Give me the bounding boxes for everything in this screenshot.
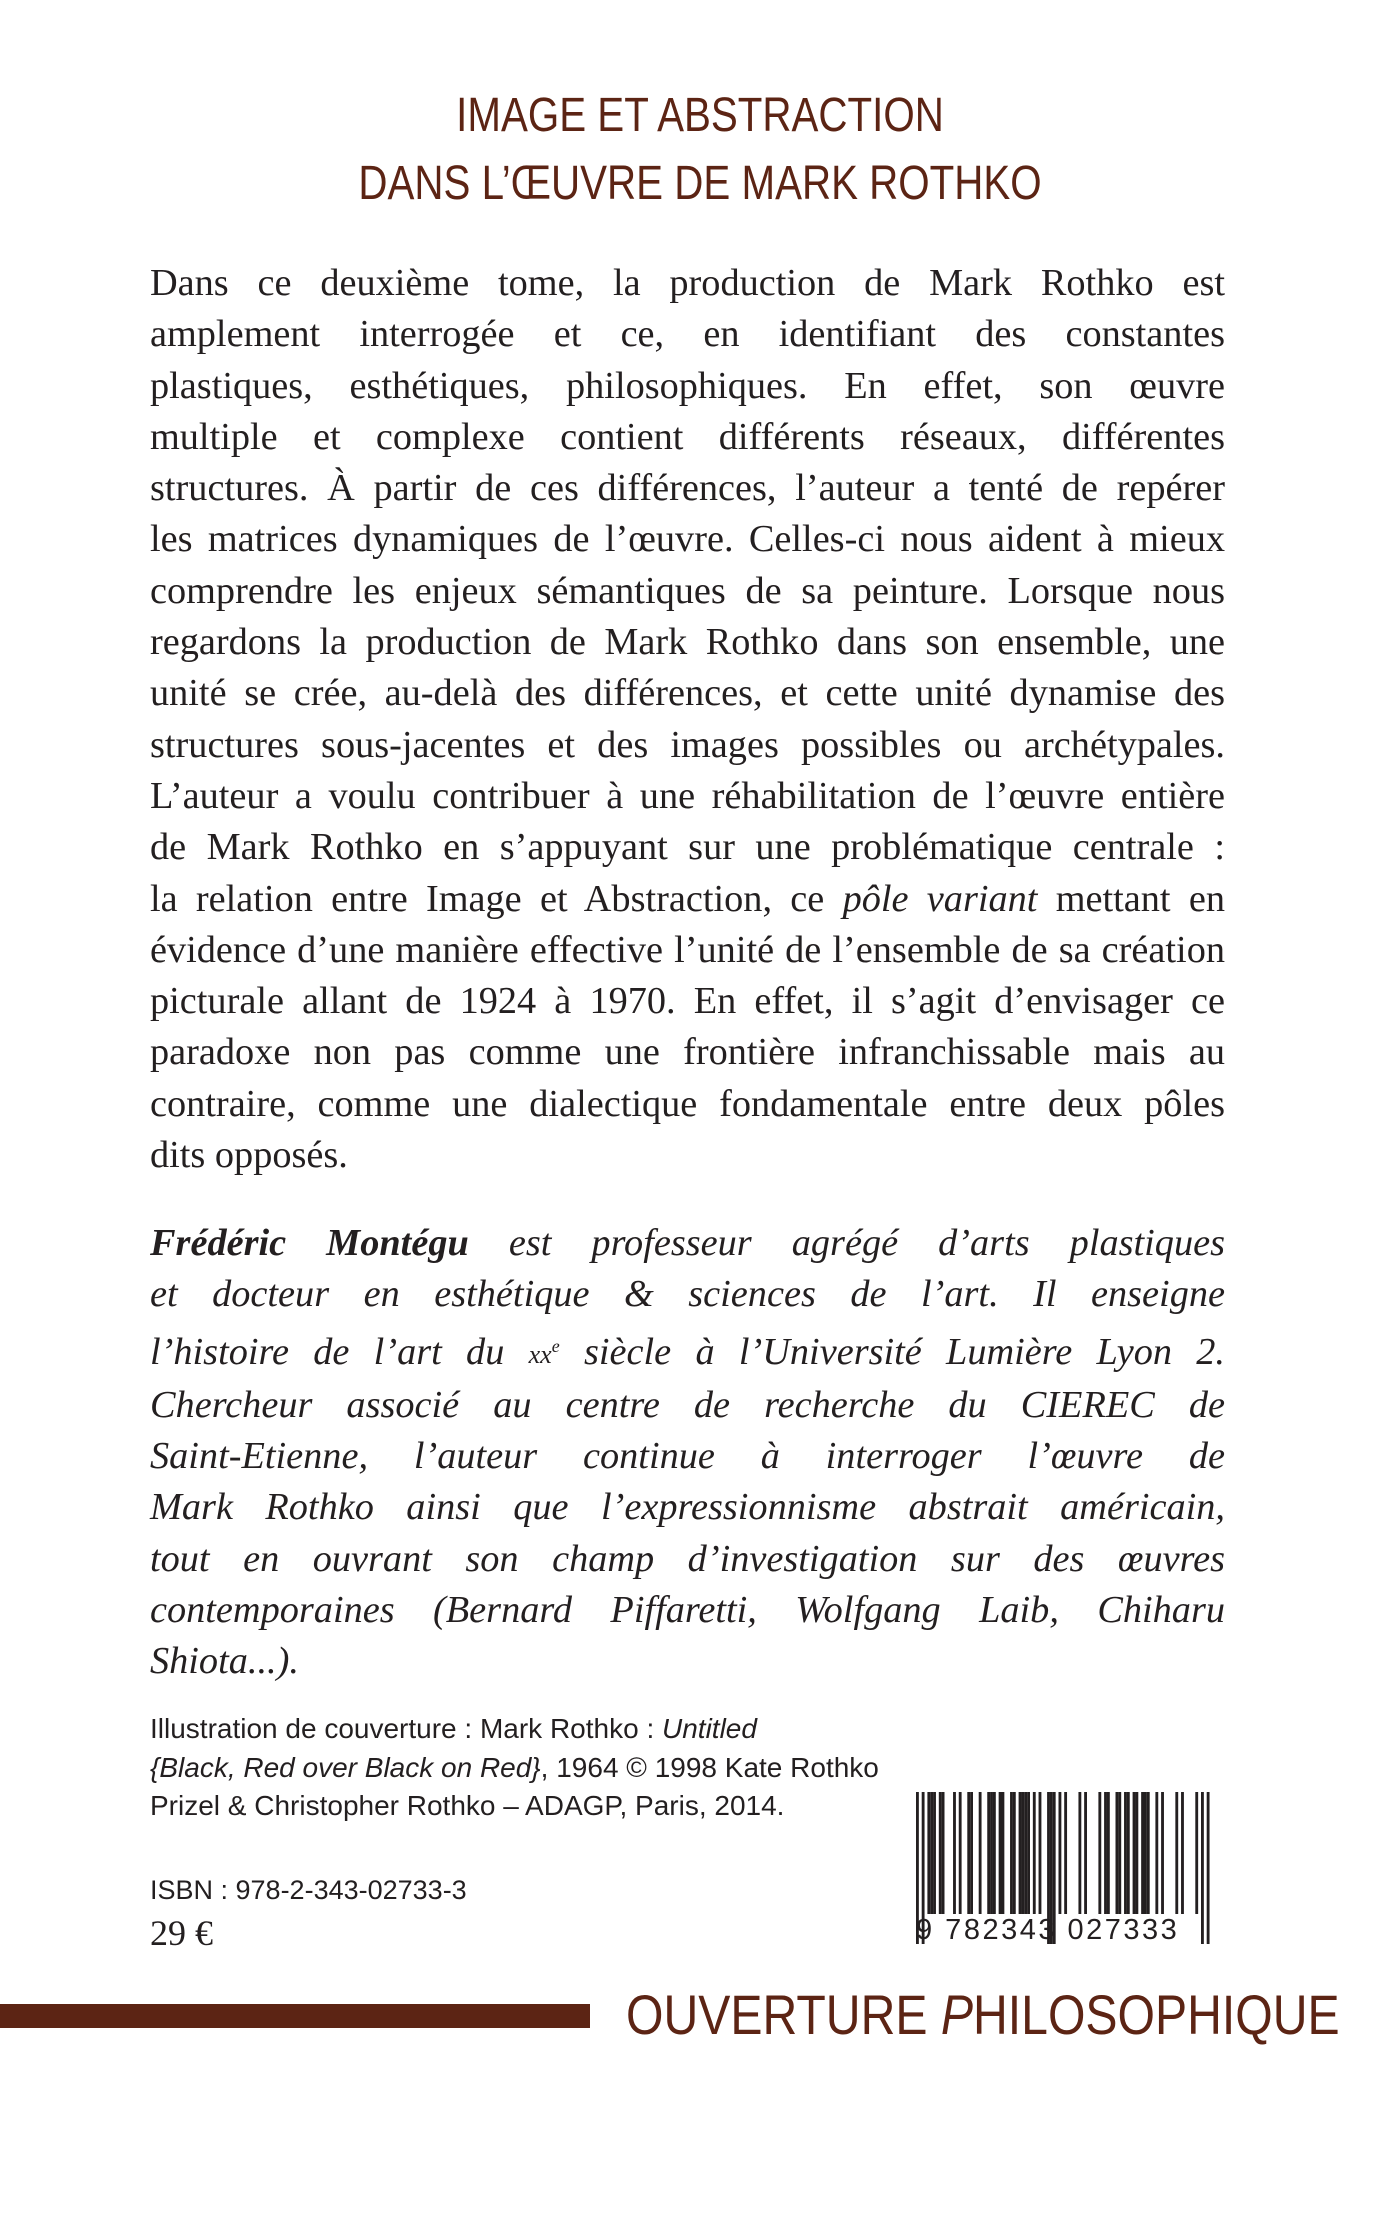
summary-line: regardons la production de Mark Rothko dans son ensemble, une [150, 621, 1225, 664]
barcode-bar [1175, 1792, 1178, 1914]
artwork-subtitle: {Black, Red over Black on Red} [150, 1751, 541, 1783]
barcode-bar [999, 1792, 1002, 1914]
barcode-bar [1010, 1792, 1013, 1914]
collection-color-bar [0, 2004, 590, 2028]
barcode-bar [1059, 1792, 1062, 1914]
bio-line: Chercheur associé au centre de recherche du CIEREC de [150, 1383, 1225, 1426]
book-title-line2: DANS L’ŒUVRE DE MARK ROTHKO [358, 157, 1042, 210]
summary-line: amplement interrogée et ce, en identifiant des constantes [150, 313, 1225, 356]
barcode-bar [1027, 1792, 1030, 1914]
barcode-bar [979, 1792, 982, 1914]
barcode-bar [1116, 1792, 1119, 1914]
bio-text: l’histoire de l’art du [150, 1330, 529, 1373]
bio-line: et docteur en esthétique & sciences de l’art. Il enseigne [150, 1273, 1225, 1316]
summary-line: dits opposés. [150, 1134, 348, 1177]
summary-line: structures sous-jacentes et des images possibles ou archétypales. [150, 723, 1225, 766]
barcode-bar [1104, 1792, 1107, 1914]
bio-line: Mark Rothko ainsi que l’expressionnisme abstrait américain, [150, 1486, 1225, 1529]
bio-line: Saint-Etienne, l’auteur continue à interroger l’œuvre de [150, 1435, 1225, 1478]
summary-line: comprendre les enjeux sémantiques de sa peinture. Lorsque nous [150, 569, 1225, 612]
collection-name-italic-letter: P [940, 1983, 974, 2046]
summary-line: plastiques, esthétiques, philosophiques. En effet, son œuvre [150, 364, 1225, 407]
summary-line: paradoxe non pas comme une frontière infranchissable mais au [150, 1031, 1225, 1074]
barcode-bar [1144, 1792, 1147, 1914]
barcode-digits: 9 782343 027333 [916, 1914, 1180, 1946]
bio-line: Shiota...). [150, 1640, 299, 1683]
summary-line: multiple et complexe contient différents réseaux, différentes [150, 415, 1225, 458]
barcode-bar [1181, 1792, 1184, 1914]
summary-line: Dans ce deuxième tome, la production de Mark Rothko est [150, 262, 1225, 304]
summary-line: picturale allant de 1924 à 1970. En effet, il s’agit d’envisager ce [150, 980, 1225, 1023]
barcode-bar [1124, 1792, 1127, 1914]
barcode-bar [1019, 1792, 1022, 1914]
barcode-bar [967, 1792, 970, 1914]
credit-line: Prizel & Christopher Rothko – ADAGP, Paris, 2014. [150, 1790, 785, 1821]
author-name: Frédéric Montégu [150, 1222, 469, 1264]
barcode-bar [1161, 1792, 1164, 1914]
artwork-title: Untitled [662, 1713, 757, 1744]
credit-line [150, 1710, 879, 1749]
barcode-bar [1039, 1792, 1042, 1914]
barcode-bar [1155, 1792, 1158, 1914]
summary-line: évidence d’une manière effective l’unité de l’ensemble de sa création [150, 928, 1225, 971]
bio-text: siècle à l’Université Lumière Lyon 2. [559, 1330, 1225, 1373]
century-superscript: e [551, 1335, 560, 1356]
summary-line: unité se crée, au-delà des différences, et cette unité dynamise des [150, 672, 1225, 715]
barcode-bar [1195, 1792, 1198, 1914]
barcode-bar [933, 1792, 936, 1914]
bio-line [150, 1218, 1225, 1269]
bio-line [150, 1321, 1225, 1380]
barcode-bar [953, 1792, 956, 1914]
barcode-bar [1141, 1792, 1144, 1914]
barcode-bar [930, 1792, 933, 1914]
barcode-bar [1033, 1792, 1036, 1914]
barcode-bar [990, 1792, 993, 1914]
author-bio [150, 1218, 1225, 1688]
barcode-bar [1107, 1792, 1110, 1914]
barcode-bar [1024, 1792, 1027, 1914]
century-numeral: xx [528, 1339, 552, 1369]
summary-text: mettant en [1037, 877, 1226, 920]
summary-line: structures. À partir de ces différences, l’auteur a tenté de repérer [150, 467, 1225, 510]
barcode-bar [1133, 1792, 1136, 1914]
barcode-bar [970, 1792, 973, 1914]
barcode-bar [1021, 1792, 1024, 1914]
barcode-bar [1013, 1792, 1016, 1914]
summary-italic-term: pôle variant [842, 877, 1038, 920]
barcode-bar [939, 1792, 942, 1914]
barcode-bar [927, 1792, 930, 1914]
credit-text: , 1964 © 1998 Kate Rothko [540, 1751, 879, 1783]
bio-line: tout en ouvrant son champ d’investigation sur des œuvres [150, 1537, 1225, 1580]
barcode-bar [1147, 1792, 1150, 1914]
barcode-bar [1064, 1792, 1067, 1914]
barcode-bar [959, 1792, 962, 1914]
summary-line: de Mark Rothko en s’appuyant sur une problématique centrale : [150, 826, 1225, 869]
barcode-bar [1078, 1792, 1081, 1914]
summary-line: L’auteur a voulu contribuer à une réhabilitation de l’œuvre entière [150, 774, 1225, 817]
summary-paragraph [150, 258, 1225, 1181]
cover-illustration-credit [150, 1710, 879, 1826]
barcode-bar [942, 1792, 945, 1914]
summary-line-mixed [150, 874, 1225, 925]
bio-text: est professeur agrégé d’arts plastiques [468, 1222, 1226, 1264]
credit-text: Illustration de couverture : Mark Rothko : [150, 1713, 662, 1744]
summary-text: la relation entre Image et Abstraction, ce [150, 877, 843, 920]
collection-name-part: OUVERTURE [626, 1983, 941, 2046]
isbn: ISBN : 978-2-343-02733-3 [150, 1875, 467, 1905]
barcode-bar [1127, 1792, 1130, 1914]
barcode-bar [987, 1792, 990, 1914]
barcode-bar [1002, 1792, 1005, 1914]
barcode-bar [1098, 1792, 1101, 1914]
summary-line: les matrices dynamiques de l’œuvre. Celles-ci nous aident à mieux [150, 518, 1225, 561]
barcode-bar [1118, 1792, 1121, 1914]
bio-line: contemporaines (Bernard Piffaretti, Wolfgang Laib, Chiharu [150, 1589, 1225, 1632]
price: 29 € [150, 1913, 213, 1953]
summary-line: contraire, comme une dialectique fondamentale entre deux pôles [150, 1082, 1225, 1125]
barcode-bar [1135, 1792, 1138, 1914]
credit-line [150, 1749, 879, 1788]
book-title-line1: IMAGE ET ABSTRACTION [456, 89, 944, 142]
barcode-bar [993, 1792, 996, 1914]
collection-name-part: HILOSOPHIQUE [973, 1983, 1340, 2046]
collection-name [626, 1985, 1340, 2045]
barcode-bar [1084, 1792, 1087, 1914]
book-title [112, 82, 1288, 218]
